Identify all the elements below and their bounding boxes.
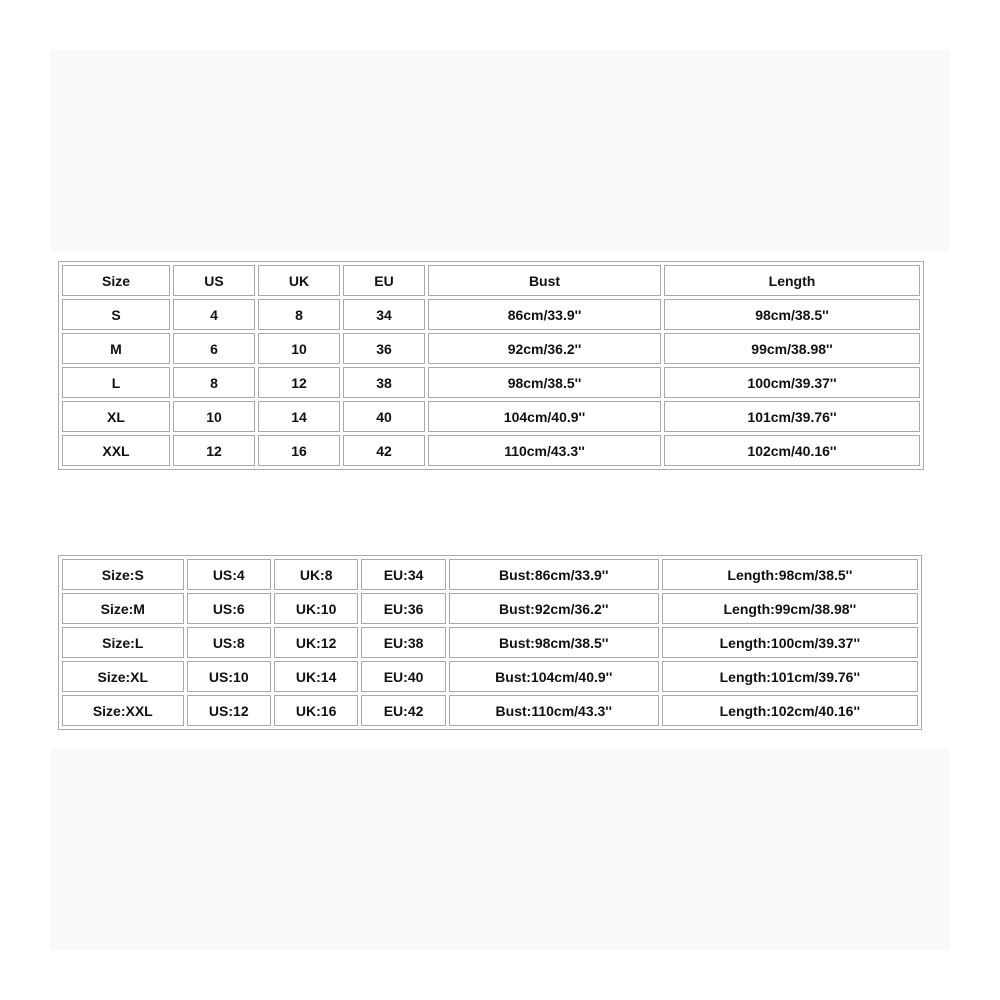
table-cell: 4	[173, 299, 255, 330]
table-row	[62, 333, 920, 364]
table-cell: 16	[258, 435, 340, 466]
table-cell: 102cm/40.16''	[664, 435, 920, 466]
table-row	[62, 593, 918, 624]
table-cell: EU	[343, 265, 425, 296]
table-cell: Bust:98cm/38.5''	[449, 627, 659, 658]
size-chart-labeled-body	[62, 559, 918, 726]
table-cell: 36	[343, 333, 425, 364]
bottom-placeholder-panel	[50, 748, 950, 950]
table-cell: EU:36	[361, 593, 445, 624]
table-cell: 40	[343, 401, 425, 432]
table-cell: 100cm/39.37''	[664, 367, 920, 398]
table-cell: Size	[62, 265, 170, 296]
table-row	[62, 367, 920, 398]
table-cell: 98cm/38.5''	[428, 367, 661, 398]
table-cell: Size:L	[62, 627, 184, 658]
table-cell: Length:102cm/40.16''	[662, 695, 918, 726]
table-row	[62, 695, 918, 726]
header-row	[62, 265, 920, 296]
table-cell: EU:40	[361, 661, 445, 692]
top-placeholder-panel	[50, 50, 950, 252]
table-cell: EU:38	[361, 627, 445, 658]
table-cell: 86cm/33.9''	[428, 299, 661, 330]
table-cell: 14	[258, 401, 340, 432]
table-cell: US:6	[187, 593, 271, 624]
table-cell: Length:101cm/39.76''	[662, 661, 918, 692]
table-cell: Size:M	[62, 593, 184, 624]
table-cell: UK	[258, 265, 340, 296]
table-cell: US:10	[187, 661, 271, 692]
table-cell: UK:8	[274, 559, 358, 590]
table-cell: 12	[258, 367, 340, 398]
table-cell: 10	[258, 333, 340, 364]
table-cell: Size:XL	[62, 661, 184, 692]
table-cell: Bust:86cm/33.9''	[449, 559, 659, 590]
table-cell: Length:100cm/39.37''	[662, 627, 918, 658]
table-cell: M	[62, 333, 170, 364]
table-cell: 38	[343, 367, 425, 398]
table-cell: UK:12	[274, 627, 358, 658]
table-row	[62, 299, 920, 330]
table-cell: XL	[62, 401, 170, 432]
size-chart-table	[58, 261, 924, 470]
table-cell: US:12	[187, 695, 271, 726]
table-cell: UK:10	[274, 593, 358, 624]
table-cell: L	[62, 367, 170, 398]
table-cell: 10	[173, 401, 255, 432]
table-cell: 8	[258, 299, 340, 330]
table-cell: 99cm/38.98''	[664, 333, 920, 364]
table-cell: S	[62, 299, 170, 330]
table-cell: 98cm/38.5''	[664, 299, 920, 330]
table-cell: Bust	[428, 265, 661, 296]
table-cell: EU:42	[361, 695, 445, 726]
table-row	[62, 401, 920, 432]
table-cell: 6	[173, 333, 255, 364]
table-cell: US	[173, 265, 255, 296]
table-cell: US:8	[187, 627, 271, 658]
size-chart-body	[62, 265, 920, 466]
table-cell: 92cm/36.2''	[428, 333, 661, 364]
table-cell: Bust:92cm/36.2''	[449, 593, 659, 624]
table-row	[62, 661, 918, 692]
table-cell: Size:S	[62, 559, 184, 590]
table-cell: Length:98cm/38.5''	[662, 559, 918, 590]
table-cell: 42	[343, 435, 425, 466]
table-cell: 104cm/40.9''	[428, 401, 661, 432]
table-cell: 8	[173, 367, 255, 398]
table-cell: Bust:110cm/43.3''	[449, 695, 659, 726]
table-cell: Length:99cm/38.98''	[662, 593, 918, 624]
table-row	[62, 559, 918, 590]
table-cell: Bust:104cm/40.9''	[449, 661, 659, 692]
table-row	[62, 627, 918, 658]
table-cell: Size:XXL	[62, 695, 184, 726]
table-cell: 110cm/43.3''	[428, 435, 661, 466]
table-cell: 34	[343, 299, 425, 330]
size-chart-labeled-table	[58, 555, 922, 730]
table-cell: 12	[173, 435, 255, 466]
table-cell: UK:16	[274, 695, 358, 726]
table-cell: UK:14	[274, 661, 358, 692]
table-cell: Length	[664, 265, 920, 296]
table-cell: EU:34	[361, 559, 445, 590]
table-cell: 101cm/39.76''	[664, 401, 920, 432]
table-cell: XXL	[62, 435, 170, 466]
table-cell: US:4	[187, 559, 271, 590]
table-row	[62, 435, 920, 466]
